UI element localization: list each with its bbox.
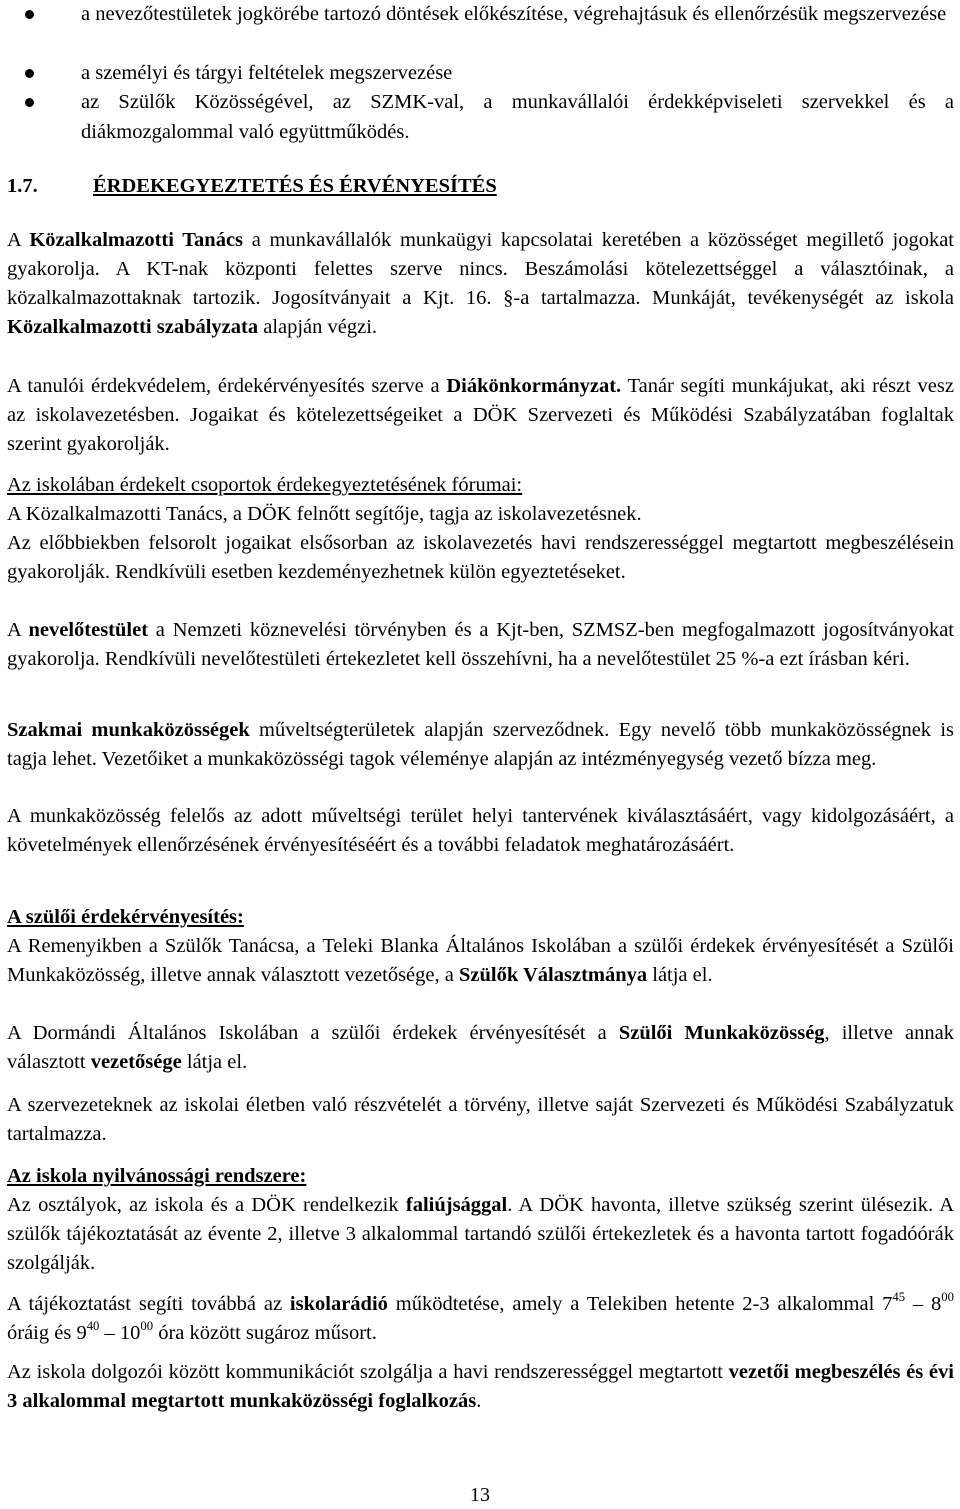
bullet-item — [81, 88, 954, 147]
bullet-item — [81, 0, 954, 30]
section-title: ÉRDEKEGYEZTETÉS ÉS ÉRVÉNYESÍTÉS — [93, 175, 497, 197]
bullet-text: a személyi és tárgyi feltételek megszervezése — [81, 62, 453, 84]
bullet-item — [81, 59, 954, 89]
paragraph-szuloi-heading: A szülői érdekérvényesítés: — [7, 906, 244, 928]
bullet-dot-icon — [25, 10, 34, 19]
paragraph-szervezetek: A szervezeteknek az iskolai életben való részvételét a törvény, illetve saját Szervezeti és Működési Szabályzatuk tartalmazza. — [7, 1094, 954, 1145]
paragraph-kt: A Közalkalmazotti Tanács a munkavállalók munkaügyi kapcsolatai keretében a közösséget megillető jogokat gyakorolja. A KT-nak központi felettes szerve nincs. Beszámolási kötelezettséggel a választóinak, a közalkalmazottaknak tartozik. Jogosítványait a Kjt. 16. §-a tartalmazza. Munkáját, tevékenységét az iskola Közalkalmazotti szabályzata alapján végzi. — [7, 229, 954, 338]
page-number: 13 — [470, 1484, 490, 1506]
paragraph-forums-a: A Közalkalmazotti Tanács, a DÖK felnőtt segítője, tagja az iskolavezetésnek. — [7, 503, 642, 525]
bullet-text: a nevezőtestületek jogkörébe tartozó döntések előkészítése, végrehajtásuk és ellenőrzésük megszervezése — [81, 3, 947, 25]
section-heading — [7, 172, 497, 201]
paragraph-forums-heading: Az iskolában érdekelt csoportok érdekegyeztetésének fórumai: — [7, 474, 523, 496]
section-number: 1.7. — [7, 175, 38, 197]
paragraph-munkakozossegek: Szakmai munkaközösségek műveltségterületek alapján szerveződnek. Egy nevelő több munkaközösségnek is tagja lehet. Vezetőiket a munkaközösségi tagok véleménye alapján az intézményegység vezető bízza meg. — [7, 719, 954, 770]
paragraph-nyilvanossag-heading: Az iskola nyilvánossági rendszere: — [7, 1165, 307, 1187]
paragraph-kommunikacio: Az iskola dolgozói között kommunikációt szolgálja a havi rendszerességgel megtartott vezetői megbeszélés és évi 3 alkalommal megtartott munkaközösségi foglalkozás. — [7, 1361, 954, 1412]
paragraph-nevelotestulet: A nevelőtestület a Nemzeti köznevelési törvényben és a Kjt-ben, SZMSZ-ben megfogalmazott jogosítványokat gyakorolja. Rendkívüli nevelőtestületi értekezletet kell összehívni, ha a nevelőtestület 25 %-a ezt írásban kéri. — [7, 619, 954, 670]
paragraph-nyilvanossag: Az osztályok, az iskola és a DÖK rendelkezik faliújsággal. A DÖK havonta, illetve szükség szerint ülésezik. A szülők tájékoztatását az évente 2, illetve 3 alkalommal tartandó szülői értekezletek és a havonta tartott fogadóórák szolgálják. — [7, 1194, 954, 1274]
bullet-dot-icon — [25, 69, 34, 78]
paragraph-munkakozosseg-feladat: A munkaközösség felelős az adott műveltségi terület helyi tantervének kiválasztásáért, vagy kidolgozásáért, a követelmények ellenőrzésének érvényesítéséért és a további feladatok meghatározásáért. — [7, 805, 954, 856]
paragraph-dormandi: A Dormándi Általános Iskolában a szülői érdekek érvényesítését a Szülői Munkaközösség, illetve annak választott vezetősége látja el. — [7, 1022, 954, 1073]
paragraph-remenyik: A Remenyikben a Szülők Tanácsa, a Teleki Blanka Általános Iskolában a szülői érdekek érvényesítését a Szülői Munkaközösség, illetve annak választott vezetősége, a Szülők Választmánya látja el. — [7, 935, 954, 986]
bullet-text: az Szülők Közösségével, az SZMK-val, a munkavállalói érdekképviseleti szervekkel és a diákmozgalommal való együttműködés. — [81, 91, 954, 143]
paragraph-dok: A tanulói érdekvédelem, érdekérvényesítés szerve a Diákönkormányzat. Tanár segíti munkájukat, aki részt vesz az iskolavezetésben. Jogaikat és kötelezettségeiket a DÖK Szervezeti és Működési Szabályzatában foglaltak szerint gyakorolják. — [7, 375, 954, 455]
bullet-dot-icon — [25, 98, 34, 107]
paragraph-iskolaradio: A tájékoztatást segíti továbbá az iskolarádió működtetése, amely a Telekiben hetente 2-3 alkalommal $7^{45} - 8^{00}$ óráig és $9^{40} - 10^{00}$ óra között sugároz műsort. — [7, 1290, 954, 1344]
paragraph-forums-b: Az előbbiekben felsorolt jogaikat elsősorban az iskolavezetés havi rendszerességgel megtartott megbeszélésein gyakorolják. Rendkívüli esetben kezdeményezhetnek külön egyeztetéseket. — [7, 532, 954, 583]
